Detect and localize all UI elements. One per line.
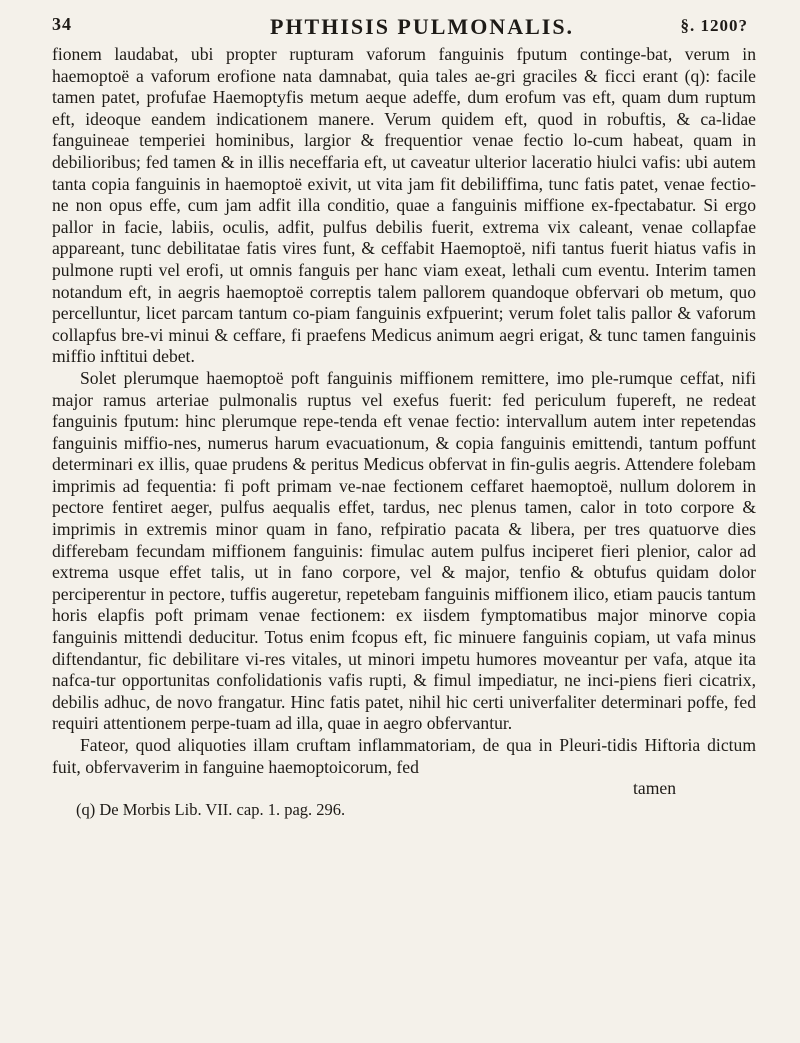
- footnote: (q) De Morbis Lib. VII. cap. 1. pag. 296.: [76, 799, 346, 819]
- paragraph: Fateor, quod aliquoties illam cruftam inflammatoriam, de qua in Pleuri-tidis Hiftoria dictum fuit, obfervaverim in fanguine haemoptoicorum, fed: [52, 735, 756, 777]
- body-text: [52, 44, 756, 778]
- paragraph: Solet plerumque haemoptoë poft fanguinis miffionem remittere, imo ple-rumque ceffat, nifi major ramus arteriae pulmonalis ruptus vel exefus fuerit: fed periculum fupereft, ne redeat fanguinis fputum: hinc plerumque repe-tenda eft venae fectio: intervallum autem inter repetendas fanguinis miffio-nes, numerus harum evacuationum, & copia fanguinis emittendi, tantum poffunt determinari ex illis, quae prudens & peritus Medicus obfervat in fin-gulis aegris. Attendere folebam imprimis ad fequentia: fi poft primam ve-nae fectionem ceffaret haemoptoë, nullum dolorem in pectore fentiret aeger, pulfus aequalis effet, tardus, nec plenus tamen, calor in toto corpore & imprimis in extremis minor quam in fano, refpiratio pacata & libera, per tres quatuorve dies differebam fecundam miffionem fanguinis: fimulac autem pulfus inciperet fieri plenior, calor ad extrema usque effet talis, ut in fano corpore, vel & major, tenfio & obtufus quidam dolor perciperentur in pectore, tuffis augeretur, repetebam fanguinis miffionem ilico, etiam paucis tantum horis elapfis poft primam venae fectionem: ex iisdem fymptomatibus major minorve copia fanguinis mittendi deducitur. Totus enim fcopus eft, fic minuere fanguinis copiam, ut vafa minus diftendantur, fic debilitare vi-res vitales, ut minori impetu humores moveantur per vafa, atque ita nafca-tur opportunitas confolidationis vafis rupti, & fimul impediatur, ne inci-piens fieri cicatrix, debilis adhuc, de novo frangatur. Hinc fatis patet, nihil hic certi univerfaliter determinari poffe, fed requiri attentionem perpe-tuam ad illa, quae in aegro obfervantur.: [52, 367, 756, 734]
- page-number: 34: [52, 14, 72, 34]
- paragraph: fionem laudabat, ubi propter rupturam vaforum fanguinis fputum continge-bat, verum in haemoptoë a vaforum erofione nata damnabat, quia tales ae-gri graciles & ficci erant (q): facile tamen patet, profufae Haemoptyfis metum aeque adeffe, dum erofum vas eft, quam dum ruptum eft, ideoque eandem indicationem manere. Verum quidem eft, quod in robuftis, & ca-lidae fanguineae temperiei hominibus, largior & frequentior venae fectio lo-cum habeat, quam in debilioribus; fed tamen & in illis neceffaria eft, ut caveatur ulterior laceratio hiulci vafis: ubi autem tanta copia fanguinis in haemoptoë exivit, ut vita jam fit debiliffima, tunc fatis patet, venae fectio-ne non opus effe, cum jam adfit illa conditio, quae a fanguinis miffione ex-fpectabatur. Si ergo pallor in facie, labiis, oculis, adfit, pulfus debilis fuerit, extrema vix caleant, venae collapfae appareant, tunc debilitatae fatis vires funt, & ceffabit Haemoptoë, nifi tantus fuerit hiatus vafis in pulmone rupti vel erofi, ut omnis fanguis per hanc viam exeat, lethali cum eventu. Interim tamen notandum eft, in aegris haemoptoë correptis talem pallorem quandoque obfervari ob metum, quo percelluntur, licet parcam tantum co-piam fanguinis exfpuerint; verum folet talis pallor & vaforum collapfus bre-vi minui & ceffare, fi praefens Medicus animum aegri erigat, & tunc tamen fanguinis miffio inftitui debet.: [52, 44, 756, 367]
- section-number: §. 1200?: [680, 16, 748, 35]
- running-title: PHTHISIS PULMONALIS.: [270, 14, 575, 39]
- running-head: [52, 14, 756, 44]
- catchword: tamen: [633, 778, 676, 799]
